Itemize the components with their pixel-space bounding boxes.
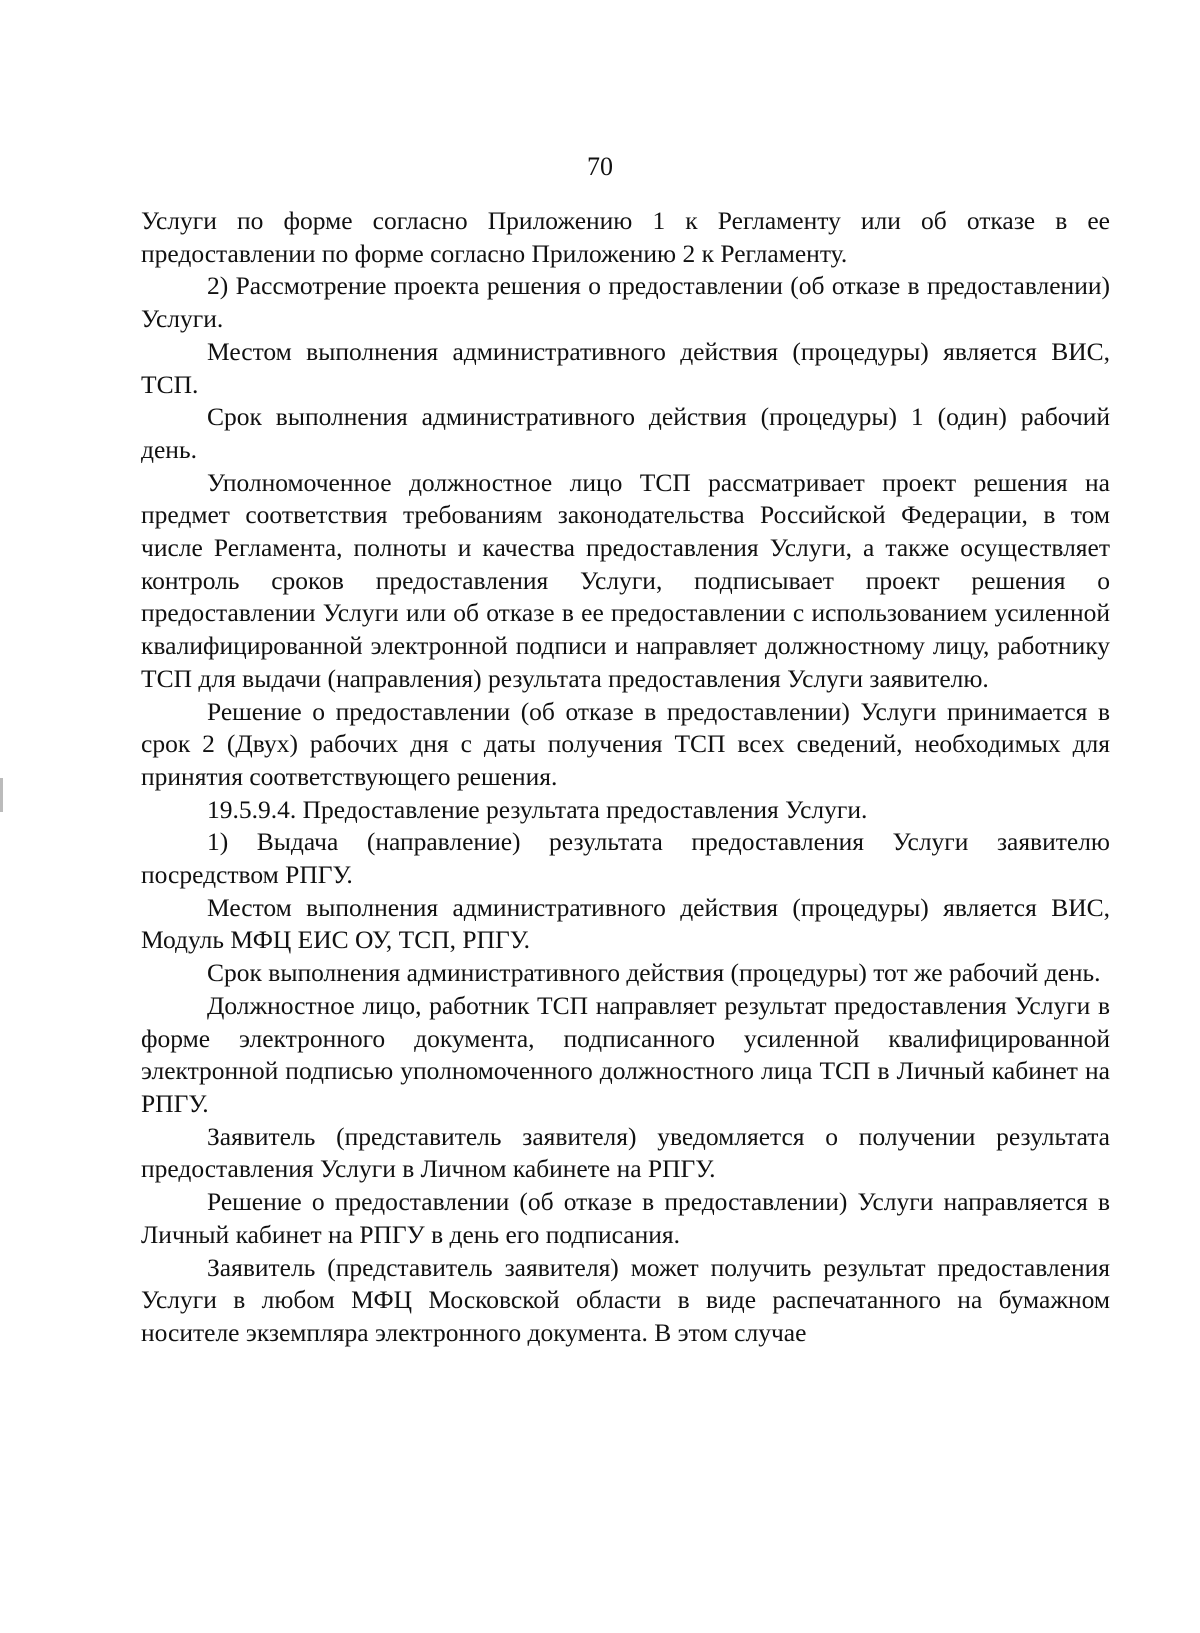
page-number: 70 [587, 152, 613, 181]
paragraph: Срок выполнения административного действия (процедуры) 1 (один) рабочий день. [141, 402, 1110, 464]
paragraph: Решение о предоставлении (об отказе в предоставлении) Услуги направляется в Личный кабинет на РПГУ в день его подписания. [141, 1187, 1110, 1249]
paragraph: Местом выполнения административного действия (процедуры) является ВИС, ТСП. [141, 336, 1110, 399]
paragraph: Заявитель (представитель заявителя) может получить результат предоставления Услуги в любом МФЦ Московской области в виде распечатанного на бумажном носителе экземпляра электронного документа. В этом случае [141, 1252, 1110, 1347]
paragraph: Срок выполнения административного действия (процедуры) тот же рабочий день. [207, 958, 1101, 988]
scan-edge-mark [0, 778, 3, 812]
paragraph: Уполномоченное должностное лицо ТСП рассматривает проект решения на предмет соответствия требованиям законодательства Российской Федерации, в том числе Регламента, полноты и качества предоставления Услуги, а также осуществляет контроль сроков предоставления Услуги, подписывает проект решения о предоставлении Услуги или об отказе в ее предоставлении с использованием усиленной квалифицированной электронной подписи и направляет должностному лицу, работнику ТСП для выдачи (направления) результата предоставления Услуги заявителю. [141, 467, 1110, 693]
paragraph: 1) Выдача (направление) результата предоставления Услуги заявителю посредством РПГУ. [141, 827, 1110, 890]
document-body [141, 205, 1110, 1350]
section-heading: 19.5.9.4. Предоставление результата предоставления Услуги. [207, 794, 868, 824]
paragraph: 2) Рассмотрение проекта решения о предоставлении (об отказе в предоставлении) Услуги. [141, 271, 1110, 334]
paragraph-continuation: Услуги по форме согласно Приложению 1 к Регламенту или об отказе в ее предоставлении по форме согласно Приложению 2 к Регламенту. [141, 206, 1110, 268]
paragraph: Заявитель (представитель заявителя) уведомляется о получении результата предоставления Услуги в Личном кабинете на РПГУ. [141, 1121, 1110, 1184]
paragraph: Должностное лицо, работник ТСП направляет результат предоставления Услуги в форме электронного документа, подписанного усиленной квалифицированной электронной подписью уполномоченного должностного лица ТСП в Личный кабинет на РПГУ. [141, 990, 1110, 1118]
paragraph: Решение о предоставлении (об отказе в предоставлении) Услуги принимается в срок 2 (Двух) рабочих дня с даты получения ТСП всех сведений, необходимых для принятия соответствующего решения. [141, 696, 1110, 791]
paragraph: Местом выполнения административного действия (процедуры) является ВИС, Модуль МФЦ ЕИС ОУ, ТСП, РПГУ. [141, 892, 1110, 955]
